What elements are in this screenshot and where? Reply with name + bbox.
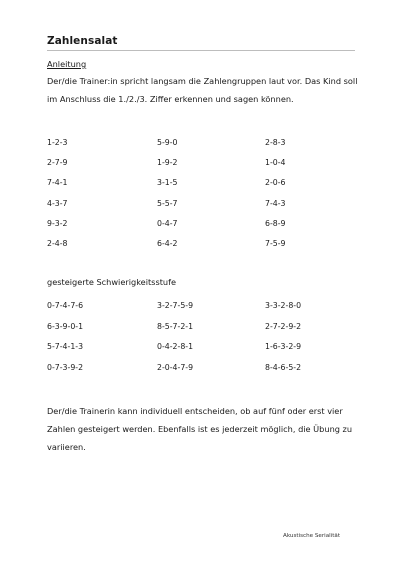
- number-group: 1-6-3-2-9: [265, 342, 302, 351]
- number-group: 1-9-2: [157, 158, 178, 168]
- number-group: 1-0-4: [265, 158, 286, 168]
- number-group: 2-8-3: [265, 138, 286, 147]
- number-group: 3-1-5: [157, 178, 178, 188]
- basic-number-groups: [47, 138, 365, 259]
- number-group: 9-3-2: [47, 218, 68, 228]
- number-group: 5-9-0: [157, 138, 178, 147]
- number-group: 2-7-9: [47, 158, 68, 168]
- number-group: 0-7-4-7-6: [47, 301, 84, 310]
- number-group: 6-4-2: [157, 238, 178, 248]
- instructions-heading: Anleitung: [47, 59, 87, 69]
- number-group: 8-4-6-5-2: [265, 362, 302, 372]
- number-group: 0-4-7: [157, 218, 178, 228]
- number-group: 3-2-7-5-9: [157, 301, 194, 310]
- closing-text: Der/die Trainerin kann individuell entscheiden, ob auf fünf oder erst vier Zahlen gesteigert werden. Ebenfalls ist es jederzeit möglich, die Übung zu variieren.: [47, 406, 353, 452]
- instructions-text: Der/die Trainer:in spricht langsam die Zahlengruppen laut vor. Das Kind soll im Anschluss die 1./2./3. Ziffer erkennen und sagen können.: [47, 76, 358, 104]
- number-group: 6-8-9: [265, 218, 286, 228]
- number-group: 2-0-4-7-9: [157, 362, 194, 372]
- number-group: 2-7-2-9-2: [265, 321, 302, 331]
- number-group: 3-3-2-8-0: [265, 301, 302, 310]
- advanced-heading: gesteigerte Schwierigkeitsstufe: [47, 277, 177, 287]
- page-title: Zahlensalat: [47, 35, 118, 47]
- advanced-number-groups: [47, 301, 365, 383]
- number-group: 0-4-2-8-1: [157, 342, 194, 351]
- number-group: 5-5-7: [157, 198, 178, 208]
- number-group: 4-3-7: [47, 198, 68, 208]
- number-group: 7-5-9: [265, 238, 286, 248]
- title-divider: [47, 50, 355, 51]
- number-group: 5-7-4-1-3: [47, 342, 84, 351]
- number-group: 6-3-9-0-1: [47, 321, 84, 331]
- number-group: 7-4-3: [265, 198, 286, 208]
- number-group: 8-5-7-2-1: [157, 321, 194, 331]
- number-group: 0-7-3-9-2: [47, 362, 84, 372]
- number-group: 7-4-1: [47, 178, 68, 188]
- number-group: 1-2-3: [47, 138, 68, 147]
- footer-label: Akustische Serialität: [283, 533, 341, 539]
- number-group: 2-0-6: [265, 178, 286, 188]
- number-group: 2-4-8: [47, 238, 68, 248]
